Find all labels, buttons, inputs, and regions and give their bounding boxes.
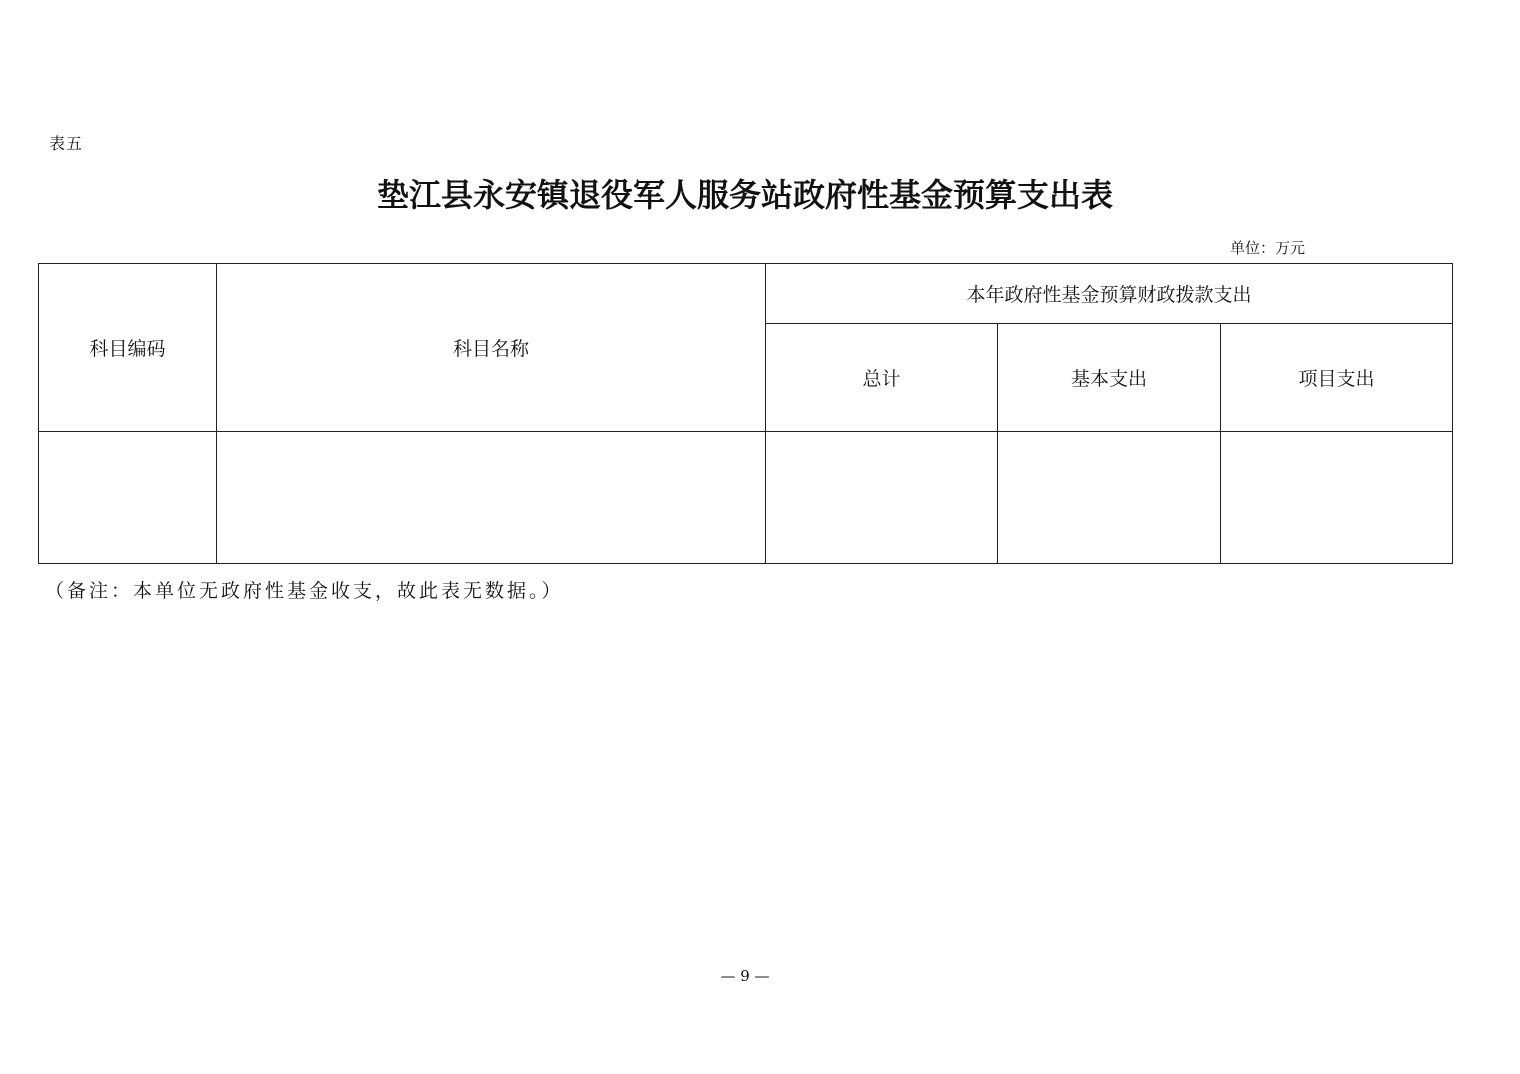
table-row [39, 432, 1453, 564]
cell-basic [998, 432, 1221, 564]
header-project-expenditure: 项目支出 [1221, 324, 1453, 432]
header-fund-expenditure-group: 本年政府性基金预算财政拨款支出 [766, 264, 1453, 324]
budget-table [38, 263, 1453, 564]
cell-name [217, 432, 766, 564]
page-title: 垫江县永安镇退役军人服务站政府性基金预算支出表 [376, 176, 1113, 214]
cell-project [1221, 432, 1453, 564]
header-total: 总计 [766, 324, 998, 432]
page-number: — 9 — [720, 967, 770, 985]
header-subject-code: 科目编码 [39, 264, 217, 432]
header-subject-name: 科目名称 [217, 264, 766, 432]
cell-total [766, 432, 998, 564]
cell-code [39, 432, 217, 564]
table-number-label: 表五 [49, 134, 84, 153]
header-basic-expenditure: 基本支出 [998, 324, 1221, 432]
table-header-row [39, 264, 1453, 324]
remark-note: （备注：本单位无政府性基金收支，故此表无数据。） [45, 580, 564, 602]
unit-label: 单位：万元 [1230, 239, 1306, 257]
